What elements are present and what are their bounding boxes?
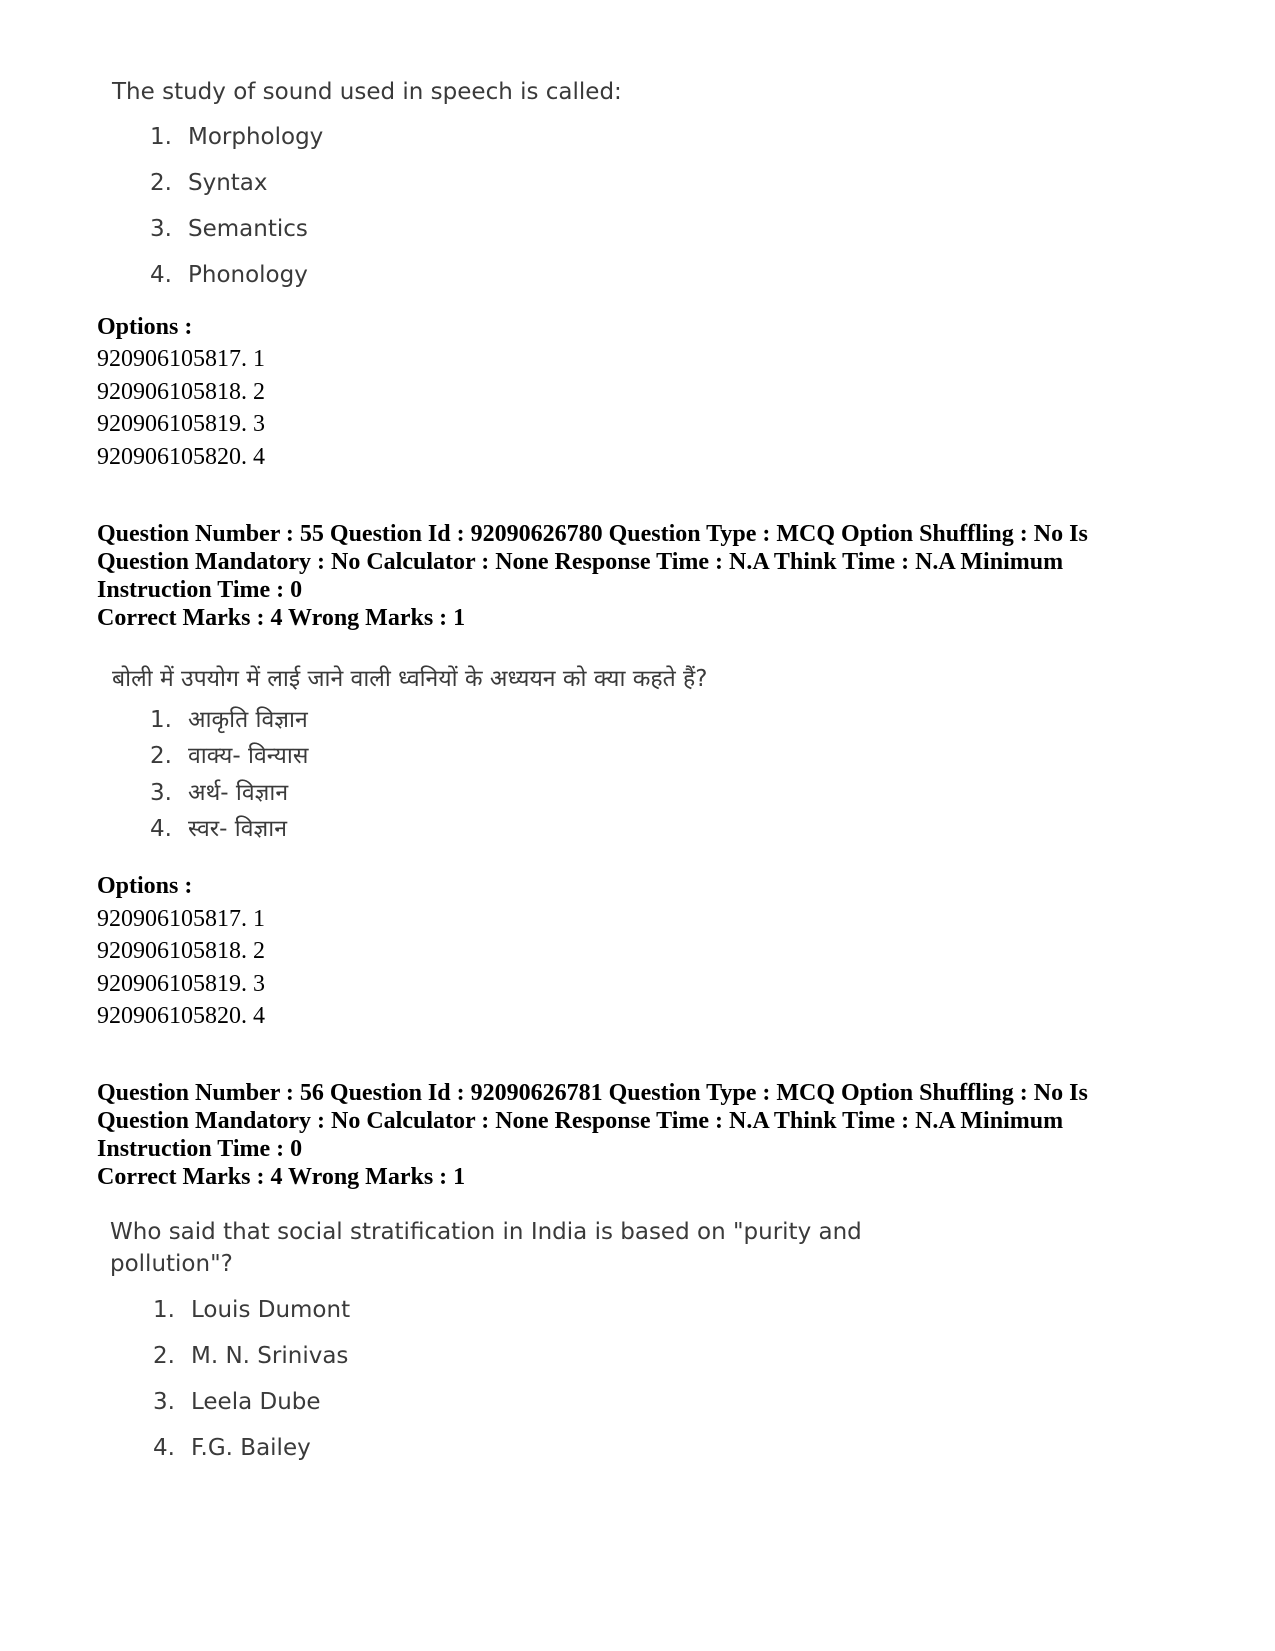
choice-number: 1. [150, 124, 172, 150]
question-meta [97, 1079, 1197, 1163]
choice-label: Semantics [188, 216, 308, 242]
option-line: 920906105817. 1 [97, 346, 265, 372]
meta-line: Instruction Time : 0 [97, 577, 303, 603]
option-line: 920906105820. 4 [97, 1003, 265, 1029]
question-text-line: pollution"? [110, 1251, 233, 1277]
question-meta [97, 520, 1197, 604]
meta-line: Instruction Time : 0 [97, 1136, 303, 1162]
choice-label: अर्थ- विज्ञान [188, 780, 289, 806]
question-text: बोली में उपयोग में लाई जाने वाली ध्वनियों के अध्ययन को क्या कहते हैं? [112, 666, 708, 692]
choice-label: Morphology [188, 124, 324, 150]
choice-number: 4. [150, 262, 172, 288]
choice-label: आकृति विज्ञान [188, 707, 308, 733]
meta-line: Question Number : 56 Question Id : 92090626781 Question Type : MCQ Option Shuffling : No Is [97, 1080, 1088, 1106]
marks-line: Correct Marks : 4 Wrong Marks : 1 [97, 1164, 466, 1190]
choice-number: 2. [153, 1343, 175, 1369]
option-line: 920906105818. 2 [97, 379, 265, 405]
choice-label: Leela Dube [191, 1389, 321, 1415]
choice-label: वाक्य- विन्यास [188, 743, 309, 769]
choice-number: 1. [150, 707, 172, 733]
choice-item [150, 214, 308, 244]
option-line: 920906105820. 4 [97, 444, 265, 470]
choice-number: 4. [153, 1435, 175, 1461]
question-text: The study of sound used in speech is called: [112, 79, 622, 105]
marks-line: Correct Marks : 4 Wrong Marks : 1 [97, 605, 466, 631]
choice-label: स्वर- विज्ञान [188, 816, 287, 842]
choice-number: 4. [150, 816, 172, 842]
options-title: Options : [97, 314, 193, 340]
option-line: 920906105819. 3 [97, 971, 265, 997]
choice-item [150, 260, 308, 290]
question-text [110, 1216, 862, 1280]
choice-number: 1. [153, 1297, 175, 1323]
question-text-line: Who said that social stratification in India is based on "purity and [110, 1219, 862, 1245]
choice-item [150, 814, 287, 844]
meta-line: Question Mandatory : No Calculator : None Response Time : N.A Think Time : N.A Minimum [97, 549, 1064, 575]
choice-number: 3. [153, 1389, 175, 1415]
choice-item [150, 705, 308, 735]
choice-number: 3. [150, 216, 172, 242]
choice-number: 2. [150, 170, 172, 196]
options-title: Options : [97, 873, 193, 899]
option-line: 920906105819. 3 [97, 411, 265, 437]
option-line: 920906105817. 1 [97, 906, 265, 932]
choice-number: 3. [150, 780, 172, 806]
choice-item [150, 168, 268, 198]
choice-item [150, 741, 308, 771]
meta-line: Question Mandatory : No Calculator : None Response Time : N.A Think Time : N.A Minimum [97, 1108, 1064, 1134]
choice-item [153, 1341, 348, 1371]
choice-item [153, 1433, 311, 1463]
choice-label: M. N. Srinivas [191, 1343, 349, 1369]
choice-label: Phonology [188, 262, 308, 288]
choice-label: Syntax [188, 170, 268, 196]
choice-item [150, 122, 323, 152]
option-line: 920906105818. 2 [97, 938, 265, 964]
choice-item [153, 1295, 350, 1325]
choice-item [150, 778, 288, 808]
choice-item [153, 1387, 321, 1417]
choice-label: F.G. Bailey [191, 1435, 311, 1461]
choice-label: Louis Dumont [191, 1297, 351, 1323]
meta-line: Question Number : 55 Question Id : 92090626780 Question Type : MCQ Option Shuffling : No Is [97, 521, 1088, 547]
choice-number: 2. [150, 743, 172, 769]
